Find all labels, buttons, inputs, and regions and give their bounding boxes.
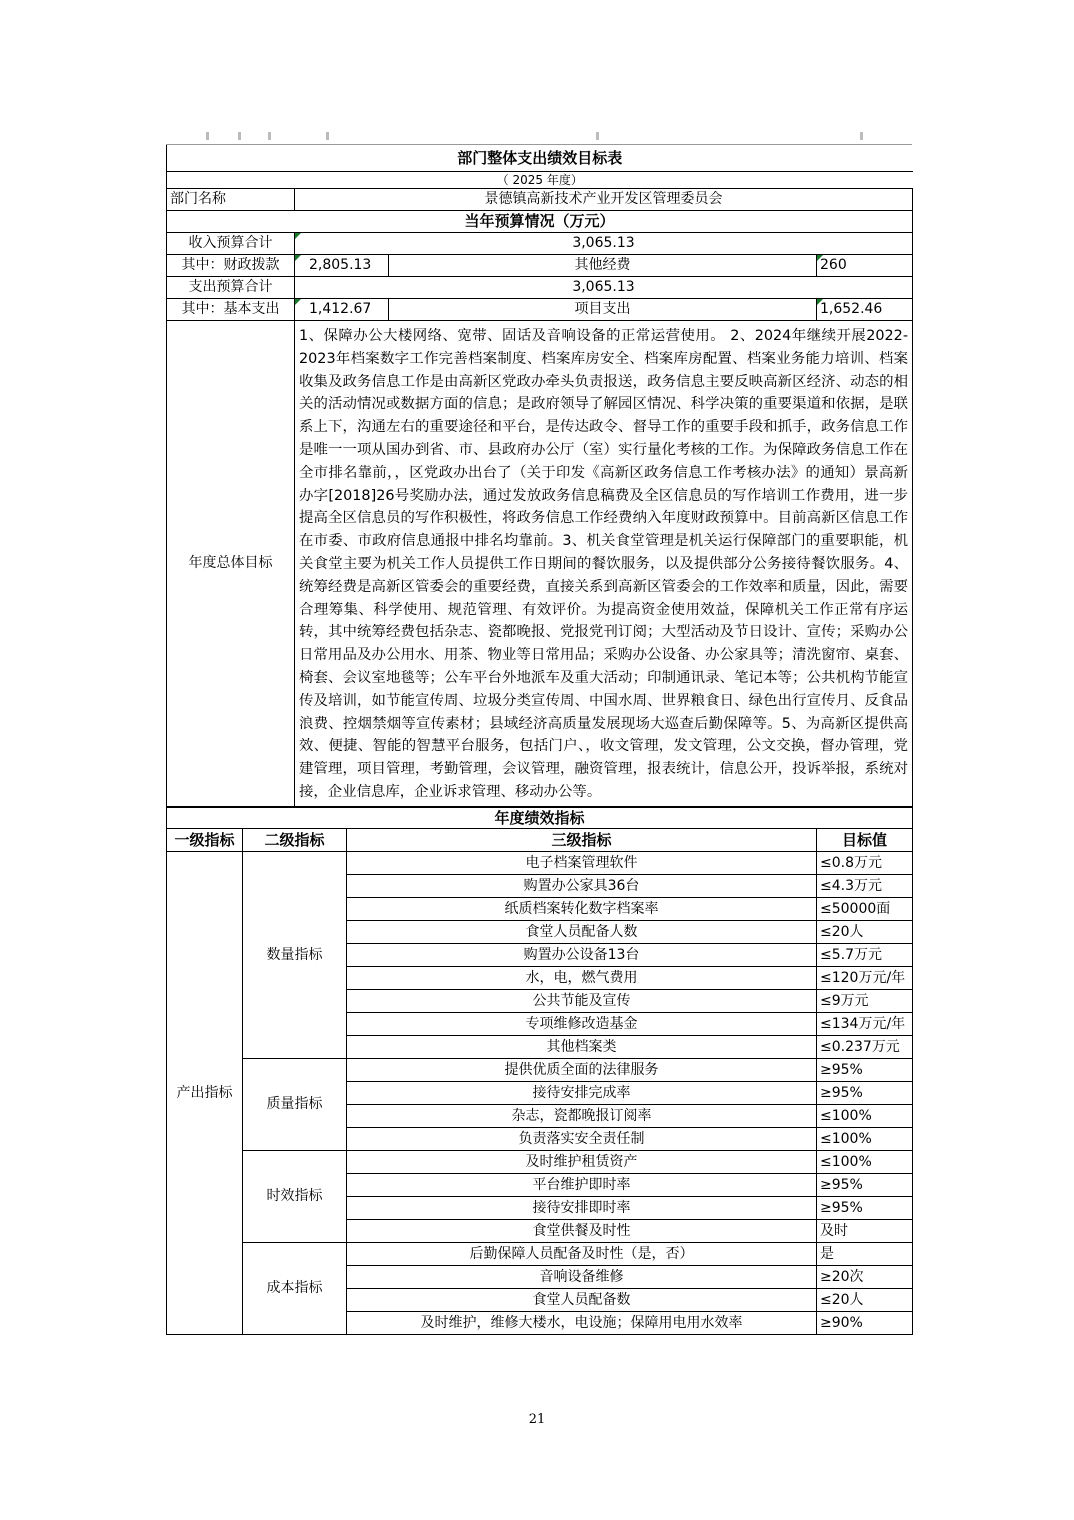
indicator-name: 后勤保障人员配备及时性（是，否）: [347, 1242, 817, 1265]
fiscal-value: 2,805.13: [295, 255, 389, 277]
perf-section-title: 年度绩效指标: [167, 807, 913, 828]
indicator-target: ≤20人: [817, 920, 913, 943]
indicator-name: 接待安排完成率: [347, 1081, 817, 1104]
income-total-value: 3,065.13: [295, 233, 913, 255]
indicator-target: ≤50000面: [817, 897, 913, 920]
level2-timeliness: 时效指标: [243, 1150, 347, 1242]
indicator-target: ≥95%: [817, 1081, 913, 1104]
indicator-target: ≤0.8万元: [817, 851, 913, 874]
performance-table: [166, 807, 913, 1335]
annual-goal-text: 1、保障办公大楼网络、宽带、固话及音响设备的正常运营使用。 2、2024年继续开展2022-2023年档案数字工作完善档案制度、档案库房安全、档案库房配置、档案业务能力培训、档案收集及政务信息工作是由高新区党政办牵头负责报送，政务信息主要反映高新区经济、动态的相关的活动情况或数据方面的信息；是政府领导了解园区情况、科学决策的重要渠道和依据，是联系上下，沟通左右的重要途径和平台，是传达政令、督导工作的重要手段和抓手，政务信息工作是唯一一项从国办到省、市、县政府办公厅（室）实行量化考核的工作。为保障政务信息工作在全市排名靠前，，区党政办出台了（关于印发《高新区政务信息工作考核办法》的通知）景高新办字[2018]26号奖励办法，通过发放政务信息稿费及全区信息员的写作培训工作费用，进一步提高全区信息员的写作积极性，将政务信息工作经费纳入年度财政预算中。目前高新区信息工作在市委、市政府信息通报中排名均靠前。3、机关食堂管理是机关运行保障部门的重要职能，机关食堂主要为机关工作人员提供工作日期间的餐饮服务，以及提供部分公务接待餐饮服务。4、统筹经费是高新区管委会的重要经费，直接关系到高新区管委会的工作效率和质量，因此，需要合理筹集、科学使用、规范管理、有效评价。为提高资金使用效益，保障机关工作正常有序运转，其中统筹经费包括杂志、瓷都晚报、党报党刊订阅；大型活动及节日设计、宣传；采购办公日常用品及办公用水、用茶、物业等日常用品；采购办公设备、办公家具等；清洗窗帘、桌套、椅套、会议室地毯等；公车平台外地派车及重大活动；印制通讯录、笔记本等；公共机构节能宣传及培训，如节能宣传周、垃圾分类宣传周、中国水周、世界粮食日、绿色出行宣传月、反食品浪费、控烟禁烟等宣传素材；县域经济高质量发展现场大巡查后勤保障等。5、为高新区提供高效、便捷、智能的智慧平台服务，包括门户、，收文管理，发文管理，公文交换，督办管理，党建管理，项目管理，考勤管理，会议管理，融资管理，报表统计，信息公开，投诉举报，系统对接，企业信息库，企业诉求管理、移动办公等。: [295, 321, 913, 807]
indicator-name: 其他档案类: [347, 1035, 817, 1058]
indicator-target: ≤120万元/年: [817, 966, 913, 989]
indicator-name: 音响设备维修: [347, 1265, 817, 1288]
indicator-name: 提供优质全面的法律服务: [347, 1058, 817, 1081]
indicator-target: ≥20次: [817, 1265, 913, 1288]
indicator-name: 食堂人员配备数: [347, 1288, 817, 1311]
indicator-target: ≤5.7万元: [817, 943, 913, 966]
indicator-name: 接待安排即时率: [347, 1196, 817, 1219]
level2-cost: 成本指标: [243, 1242, 347, 1334]
indicator-name: 购置办公家具36台: [347, 874, 817, 897]
dept-name-label: 部门名称: [167, 189, 295, 211]
indicator-name: 专项维修改造基金: [347, 1012, 817, 1035]
level2-quality: 质量指标: [243, 1058, 347, 1150]
indicator-target: 及时: [817, 1219, 913, 1242]
fiscal-label: 其中：财政拨款: [167, 255, 295, 277]
basic-value: 1,412.67: [295, 299, 389, 321]
indicator-name: 公共节能及宣传: [347, 989, 817, 1012]
indicator-target: ≤100%: [817, 1150, 913, 1173]
other-label: 其他经费: [389, 255, 817, 277]
indicator-target: ≥95%: [817, 1058, 913, 1081]
indicator-name: 及时维护，维修大楼水，电设施；保障用电用水效率: [347, 1311, 817, 1334]
indicator-target: ≥95%: [817, 1196, 913, 1219]
expense-total-value: 3,065.13: [295, 277, 913, 299]
indicator-target: ≤100%: [817, 1127, 913, 1150]
column-ruler: [166, 130, 912, 145]
level1-output: 产出指标: [167, 851, 243, 1334]
income-total-label: 收入预算合计: [167, 233, 295, 255]
indicator-target: ≥95%: [817, 1173, 913, 1196]
budget-table: [166, 145, 913, 807]
indicator-name: 及时维护租赁资产: [347, 1150, 817, 1173]
indicator-target: ≤4.3万元: [817, 874, 913, 897]
indicator-target: 是: [817, 1242, 913, 1265]
indicator-name: 杂志，瓷都晚报订阅率: [347, 1104, 817, 1127]
indicator-target: ≤134万元/年: [817, 1012, 913, 1035]
annual-goal-label: 年度总体目标: [167, 321, 295, 807]
indicator-target: ≤20人: [817, 1288, 913, 1311]
project-value: 1,652.46: [817, 299, 913, 321]
expense-total-label: 支出预算合计: [167, 277, 295, 299]
header-level1: 一级指标: [167, 828, 243, 851]
indicator-target: ≤9万元: [817, 989, 913, 1012]
indicator-name: 购置办公设备13台: [347, 943, 817, 966]
basic-label: 其中：基本支出: [167, 299, 295, 321]
indicator-target: ≤100%: [817, 1104, 913, 1127]
indicator-name: 纸质档案转化数字档案率: [347, 897, 817, 920]
project-label: 项目支出: [389, 299, 817, 321]
indicator-name: 食堂供餐及时性: [347, 1219, 817, 1242]
indicator-name: 平台维护即时率: [347, 1173, 817, 1196]
year-label: （ 2025 年度）: [167, 172, 913, 189]
indicator-name: 电子档案管理软件: [347, 851, 817, 874]
indicator-name: 水，电，燃气费用: [347, 966, 817, 989]
indicator-target: ≥90%: [817, 1311, 913, 1334]
indicator-name: 负责落实安全责任制: [347, 1127, 817, 1150]
spreadsheet-sheet: [166, 130, 912, 1335]
indicator-name: 食堂人员配备人数: [347, 920, 817, 943]
indicator-target: ≤0.237万元: [817, 1035, 913, 1058]
page-number: 21: [528, 1412, 546, 1427]
header-target: 目标值: [817, 828, 913, 851]
level2-quantity: 数量指标: [243, 851, 347, 1058]
table-title: 部门整体支出绩效目标表: [167, 145, 913, 172]
header-level3: 三级指标: [347, 828, 817, 851]
budget-section-title: 当年预算情况（万元）: [167, 211, 913, 233]
header-level2: 二级指标: [243, 828, 347, 851]
other-value: 260: [817, 255, 913, 277]
dept-name-value: 景德镇高新技术产业开发区管理委员会: [295, 189, 913, 211]
